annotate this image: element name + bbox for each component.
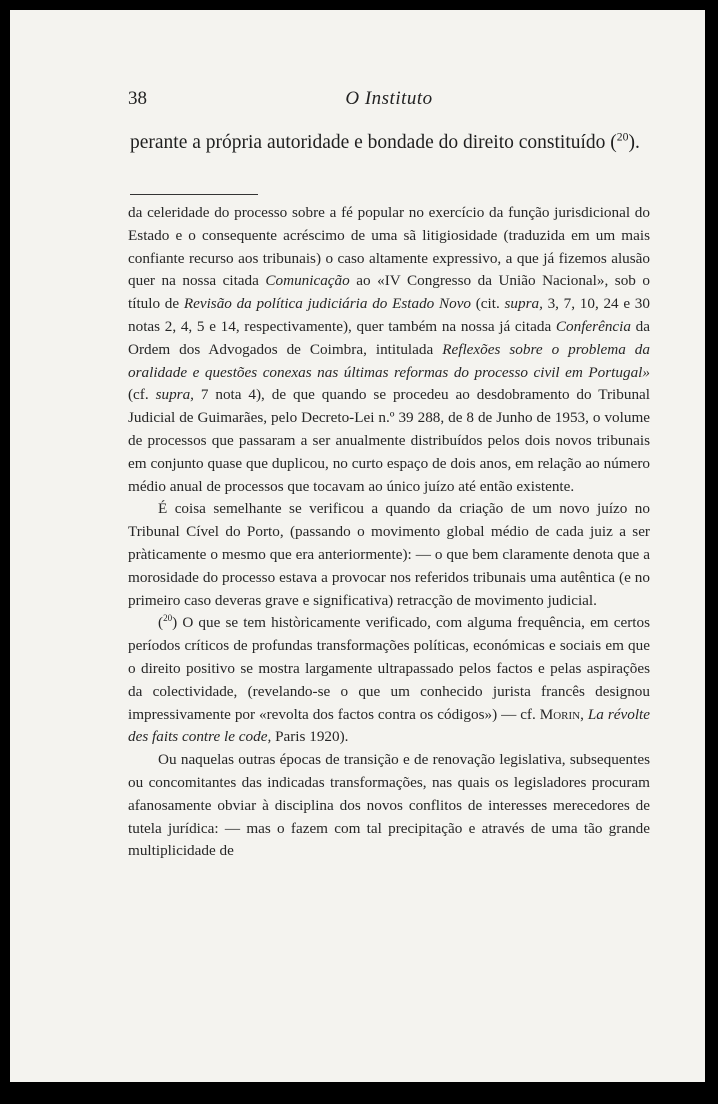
footnote-marker-20: 20 — [163, 613, 173, 624]
note-italic-text: Reflexões sobre o problema da oralidade e questões conexas nas últimas reformas do processo civil em Portugal» — [128, 340, 650, 381]
note-italic-text: La révolte des faits contre le code, — [128, 705, 650, 746]
note-text: da Ordem dos Advogados de Coimbra, intitulada — [128, 317, 650, 358]
note-italic-text: Comunicação — [265, 272, 350, 290]
note-italic-text: Revisão da política judiciária do Estado Novo — [183, 295, 472, 313]
note-text: 7 nota 4), de que quando se procedeu ao desdobramento do Tribunal Judicial de Guimarães, pelo Decreto-Lei n.º 39 288, de 8 de Junho de 1953, o volume de processos que passaram a ser anualmente distribuídos pelos dois novos tribunais em conjunto quase que duplicou, no curto espaço de dois anos, em relação ao número médio anual de processos que tocavam ao único juízo até então existente. — [128, 386, 651, 495]
note-text: (cit. — [471, 295, 505, 313]
footnote-separator-rule — [130, 194, 258, 195]
footnote-19-paragraph-2: É coisa semelhante se verificou a quando da criação de um novo juízo no Tribunal Cível do Porto, (passando o movimento global médio de cada juiz a ser pràticamente o mesmo que era anteriormente): — o que bem claramente denota que a morosidade do processo estava a provocar nos referidos tribunais uma autêntica (e no primeiro caso deveras grave e significativa) retracção de movimento judicial. — [128, 500, 650, 609]
scanned-page — [10, 10, 705, 1082]
main-text-continuation — [130, 130, 651, 156]
note-italic-text: Conferência — [555, 317, 631, 335]
note-text: (cf. — [128, 386, 156, 404]
note-italic-text: supra, — [504, 295, 543, 313]
main-text-body: perante a própria autoridade e bondade do direito constituído ( — [130, 132, 617, 153]
note-text: da celeridade do processo sobre a fé popular no exercício da função jurisdicional do Estado e o consequente acréscimo de uma sã litigiosidade (traduzida em um mais confiante recurso aos tribunais) o caso altamente expressivo, a que já fizemos alusão quer na nossa citada — [128, 204, 650, 290]
note-text: ao «IV Congresso da União Nacional», sob o título de — [128, 272, 650, 313]
note-text: Paris 1920). — [271, 728, 349, 746]
page-header — [128, 88, 650, 110]
running-title: O Instituto — [345, 88, 433, 109]
footnote-20: ($^{20}$) O que se tem històricamente verificado, com alguma frequência, em certos períodos críticos de profundas transformações políticas, económicas e sociais em que o direito positivo se mostra largamente ultrapassado pelos factos e pelas aspirações da colectividade, (revelando-se o que um conhecido jurista francês designou impressivamente por «revolta dos factos contra os códigos») — cf. Morin, La révolte des faits contre le code, Paris 1920). — [128, 613, 650, 746]
footnote-reference-20: 20 — [616, 130, 629, 144]
note-author-name: Morin, — [539, 705, 584, 723]
note-italic-text: supra, — [155, 386, 194, 404]
footnote-19-continuation — [128, 202, 650, 498]
footnotes — [128, 202, 650, 863]
page-number: 38 — [128, 88, 147, 109]
main-text-tail: ). — [628, 132, 640, 153]
note-text: O que se tem històricamente verificado, com alguma frequência, em certos períodos críticos de profundas transformações políticas, económicas e sociais em que o direito positivo se mostra largamente ultrapassado pelos factos e pelas aspirações da colectividade, (revelando-se o que um conhecido jurista francês designou impressivamente por «revolta dos factos contra os códigos») — cf. — [128, 614, 650, 723]
footnote-20-paragraph-2: Ou naquelas outras épocas de transição e de renovação legislativa, subsequentes ou concomitantes das indicadas transformações, nas quais os legisladores procuram afanosamente obviar à disciplina dos novos conflitos de interesses merecedores de tutela jurídica: — mas o fazem com tal precipitação e através de uma tão grande multiplicidade de — [128, 751, 650, 860]
note-text: 3, 7, 10, 24 e 30 notas 2, 4, 5 e 14, respectivamente), quer também na nossa já citada — [128, 295, 650, 335]
